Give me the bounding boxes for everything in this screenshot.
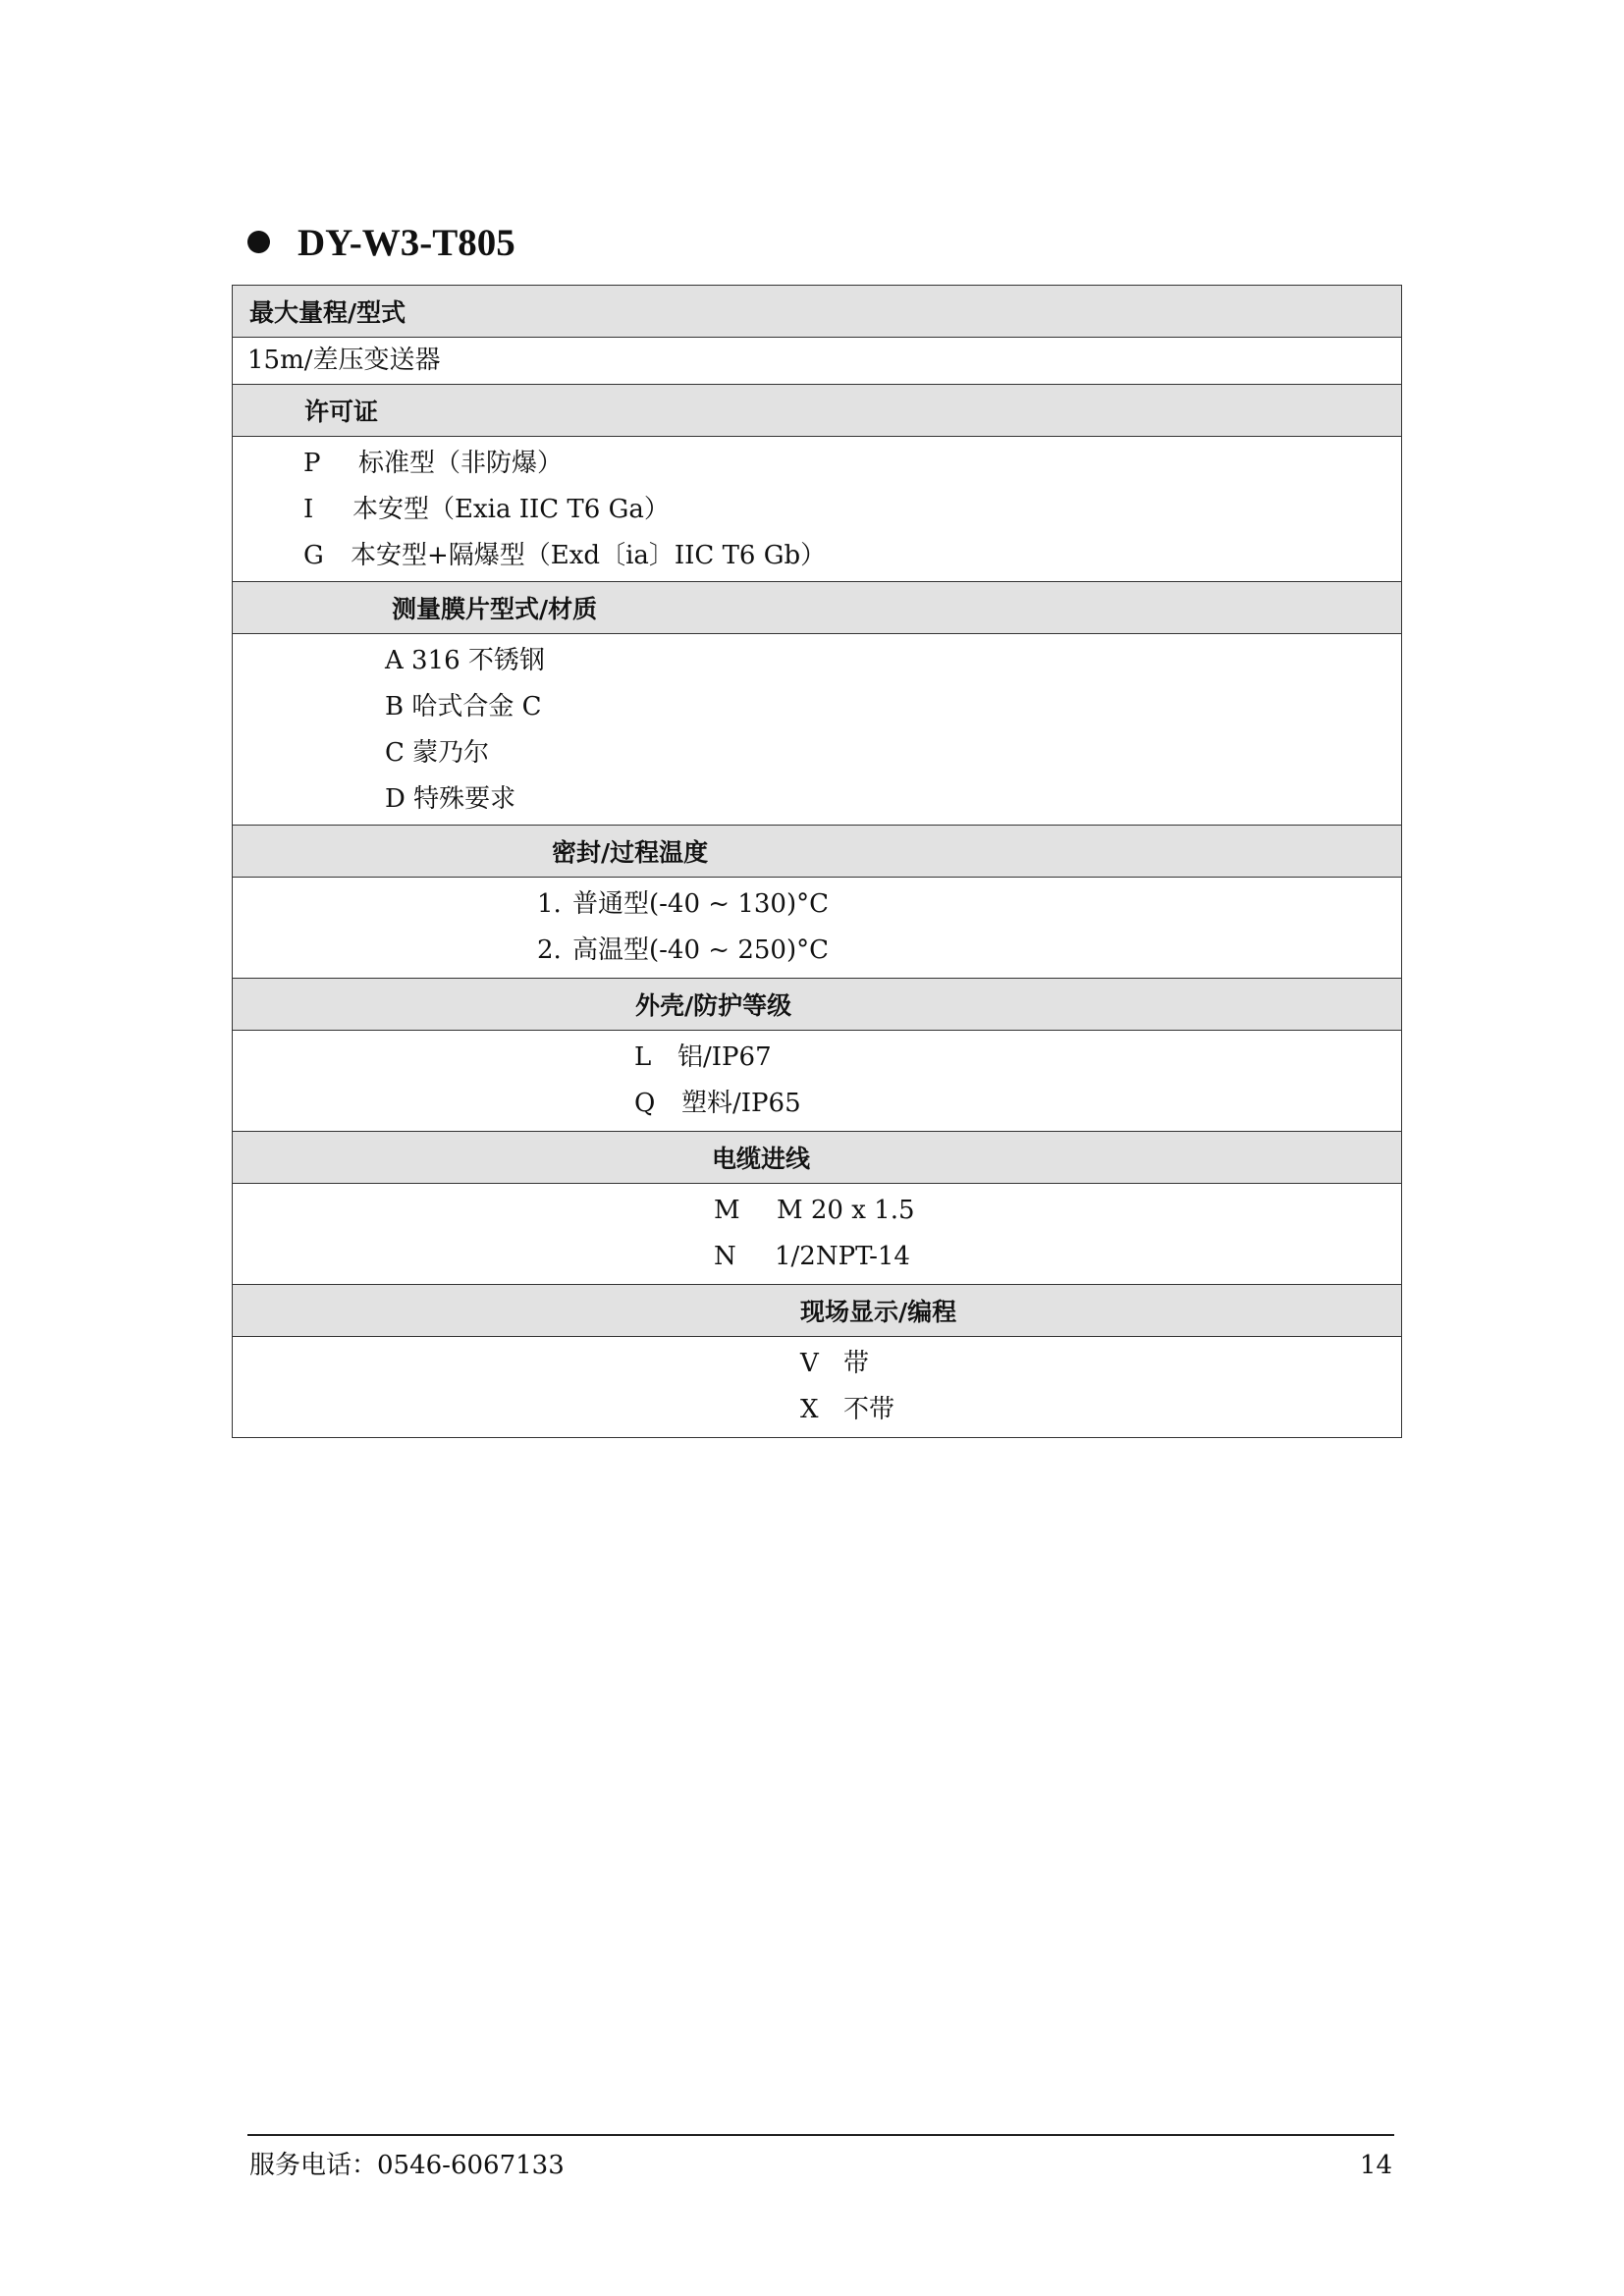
service-phone: 服务电话：0546-6067133 xyxy=(249,2151,565,2180)
option-code: V xyxy=(800,1349,819,1378)
section-header-license xyxy=(233,385,1402,437)
section-body-range xyxy=(233,338,1402,385)
page-title xyxy=(247,214,515,273)
header-cell xyxy=(233,385,1402,437)
option-text: 塑料/IP65 xyxy=(681,1089,801,1118)
list-item xyxy=(233,441,1401,487)
section-header-range xyxy=(233,286,1402,338)
list-item: D 特殊要求 xyxy=(385,784,516,814)
section-body-diaphragm xyxy=(233,634,1402,826)
header-cell xyxy=(233,1132,1402,1184)
section-body-housing xyxy=(233,1031,1402,1132)
list-item xyxy=(233,1081,1401,1127)
option-text: 1/2NPT-14 xyxy=(775,1242,910,1271)
list-item xyxy=(233,1387,1401,1433)
option-code: Q xyxy=(634,1089,656,1118)
body-cell xyxy=(233,878,1402,979)
header-cell xyxy=(233,582,1402,634)
header-text: 电缆进线 xyxy=(712,1145,811,1173)
list-item xyxy=(233,1035,1401,1081)
list-item xyxy=(233,1188,1401,1234)
list-item: B 哈式合金 C xyxy=(385,692,542,721)
body-cell xyxy=(233,1184,1402,1285)
spec-table xyxy=(232,285,1402,1438)
header-cell xyxy=(233,826,1402,878)
footer-divider xyxy=(247,2134,1394,2136)
page-number: 14 xyxy=(1359,2151,1392,2180)
header-text: 测量膜片型式/材质 xyxy=(392,595,598,623)
option-text: 标准型（非防爆） xyxy=(358,449,564,478)
body-cell xyxy=(233,1337,1402,1438)
range-value: 15m/差压变送器 xyxy=(247,346,441,375)
list-item: A 316 不锈钢 xyxy=(385,646,545,675)
bullet-icon xyxy=(247,231,270,253)
section-body-license xyxy=(233,437,1402,582)
option-code: G xyxy=(303,541,324,570)
option-text: M 20 x 1.5 xyxy=(777,1196,915,1225)
header-text: 许可证 xyxy=(304,398,379,426)
header-cell xyxy=(233,286,1402,338)
section-header-seal xyxy=(233,826,1402,878)
section-body-cable xyxy=(233,1184,1402,1285)
list-item xyxy=(233,881,1401,928)
option-code: 1. xyxy=(537,889,562,919)
option-text: 普通型(-40 ~ 130)°C xyxy=(572,889,829,919)
option-code: I xyxy=(303,495,314,524)
option-code: L xyxy=(634,1042,652,1072)
section-body-display xyxy=(233,1337,1402,1438)
body-cell xyxy=(233,1031,1402,1132)
model-name: DY-W3-T805 xyxy=(298,222,515,264)
header-cell xyxy=(233,979,1402,1031)
list-item xyxy=(233,533,1401,579)
section-header-diaphragm xyxy=(233,582,1402,634)
list-item xyxy=(233,1341,1401,1387)
list-item xyxy=(233,487,1401,533)
list-item xyxy=(233,928,1401,974)
section-header-housing xyxy=(233,979,1402,1031)
option-code: N xyxy=(714,1242,736,1271)
header-cell xyxy=(233,1285,1402,1337)
option-text: 高温型(-40 ~ 250)°C xyxy=(572,935,829,965)
section-body-seal xyxy=(233,878,1402,979)
option-text: 不带 xyxy=(843,1395,895,1424)
header-text: 最大量程/型式 xyxy=(249,298,406,327)
option-code: 2. xyxy=(537,935,562,965)
section-header-cable xyxy=(233,1132,1402,1184)
section-header-display xyxy=(233,1285,1402,1337)
option-text: 带 xyxy=(843,1349,870,1378)
list-item xyxy=(233,1234,1401,1280)
header-text: 外壳/防护等级 xyxy=(635,991,792,1020)
option-code: M xyxy=(714,1196,740,1225)
option-text: 铝/IP67 xyxy=(677,1042,772,1072)
body-cell xyxy=(233,437,1402,582)
body-cell xyxy=(233,338,1402,385)
option-text: 本安型+隔爆型（Exd〔ia〕IIC T6 Gb） xyxy=(351,541,827,570)
list-item: C 蒙乃尔 xyxy=(385,738,490,768)
option-code: P xyxy=(303,449,321,478)
option-text: 本安型（Exia IIC T6 Ga） xyxy=(352,495,670,524)
body-cell xyxy=(233,634,1402,826)
header-text: 现场显示/编程 xyxy=(800,1298,957,1326)
option-code: X xyxy=(800,1395,819,1424)
header-text: 密封/过程温度 xyxy=(552,838,709,867)
